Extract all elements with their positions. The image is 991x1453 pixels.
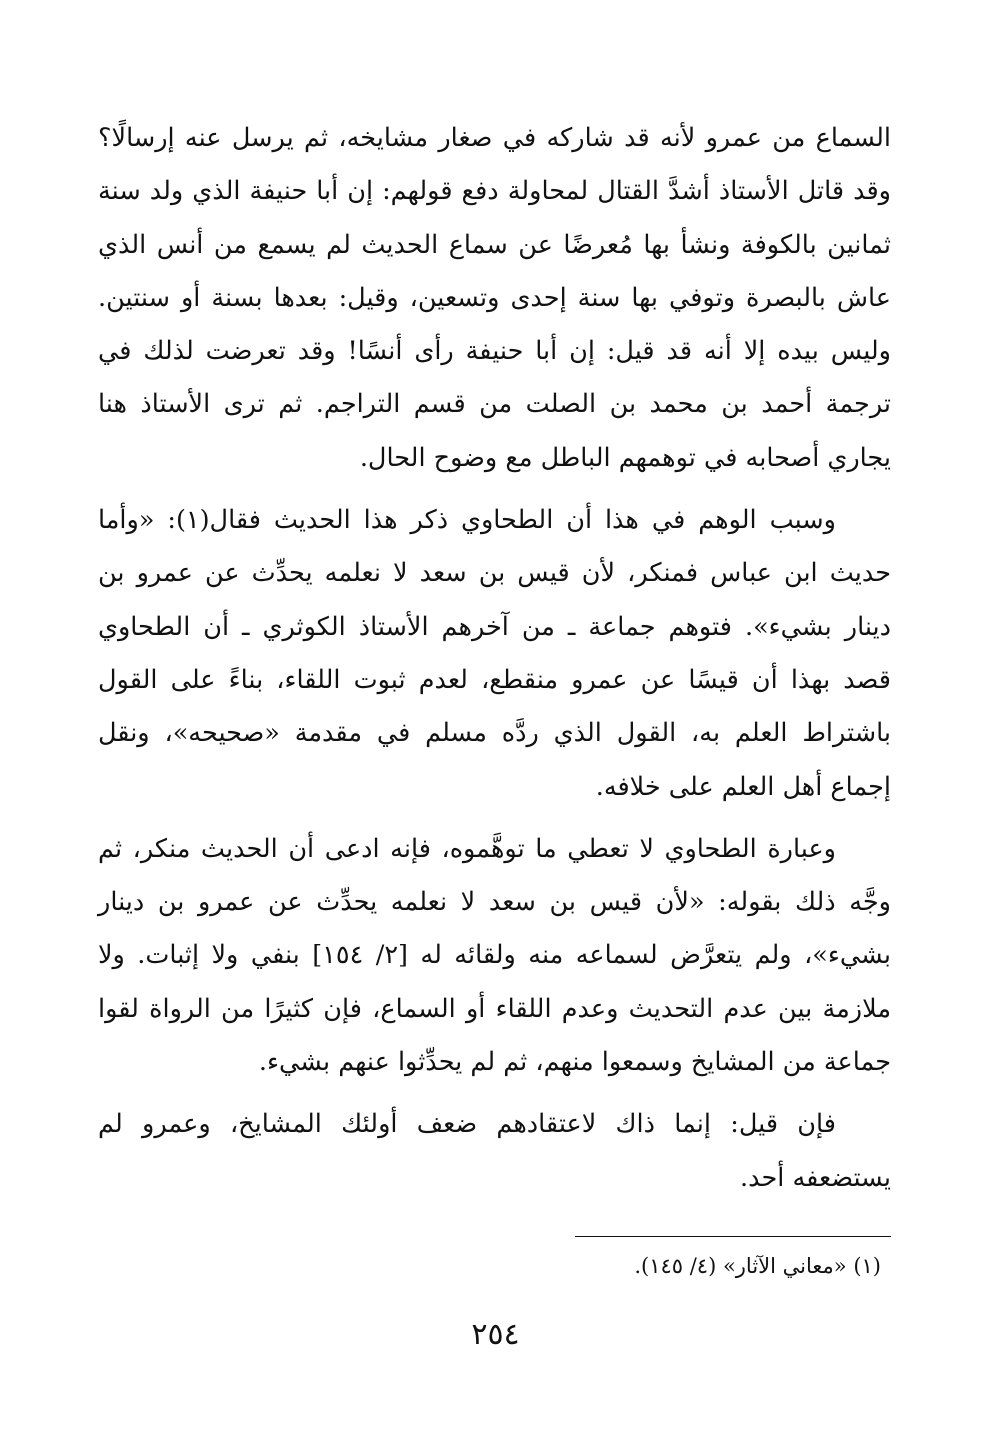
- paragraph-1: السماع من عمرو لأنه قد شاركه في صغار مشايخه، ثم يرسل عنه إرسالًا؟ وقد قاتل الأستاذ أشدَّ القتال لمحاولة دفع قولهم: إن أبا حنيفة الذي ولد سنة ثمانين بالكوفة ونشأ بها مُعرضًا عن سماع الحديث لم يسمع من أنس الذي عاش بالبصرة وتوفي بها سنة إحدى وتسعين، وقيل: بعدها بسنة أو سنتين. وليس بيده إلا أنه قد قيل: إن أبا حنيفة رأى أنسًا! وقد تعرضت لذلك في ترجمة أحمد بن محمد بن الصلت من قسم التراجم. ثم ترى الأستاذ هنا يجاري أصحابه في توهمهم الباطل مع وضوح الحال.: [98, 123, 891, 473]
- page-number: ٢٥٤: [471, 1317, 520, 1352]
- footnote: (١) «معاني الآثار» (٤/ ١٤٥).: [634, 1254, 881, 1278]
- paragraph-2: وسبب الوهم في هذا أن الطحاوي ذكر هذا الحديث فقال(١): «وأما حديث ابن عباس فمنكر، لأن قيس بن سعد لا نعلمه يحدِّث عن عمرو بن دينار بشيء». فتوهم جماعة ـ من آخرهم الأستاذ الكوثري ـ أن الطحاوي قصد بهذا أن قيسًا عن عمرو منقطع، لعدم ثبوت اللقاء، بناءً على القول باشتراط العلم به، القول الذي ردَّه مسلم في مقدمة «صحيحه»، ونقل إجماع أهل العلم على خلافه.: [98, 505, 891, 802]
- main-text: [98, 112, 891, 1205]
- paragraph-3: وعبارة الطحاوي لا تعطي ما توهَّموه، فإنه ادعى أن الحديث منكر، ثم وجَّه ذلك بقوله: «لأن قيس بن سعد لا نعلمه يحدِّث عن عمرو بن دينار بشيء»، ولم يتعرَّض لسماعه منه ولقائه له [٢/ ١٥٤] بنفي ولا إثبات. ولا ملازمة بين عدم التحديث وعدم اللقاء أو السماع، فإن كثيرًا من الرواة لقوا جماعة من المشايخ وسمعوا منهم، ثم لم يحدِّثوا عنهم بشيء.: [98, 833, 891, 1078]
- paragraph-4: فإن قيل: إنما ذاك لاعتقادهم ضعف أولئك المشايخ، وعمرو لم يستضعفه أحد.: [98, 1109, 891, 1193]
- footnote-separator: [575, 1236, 891, 1237]
